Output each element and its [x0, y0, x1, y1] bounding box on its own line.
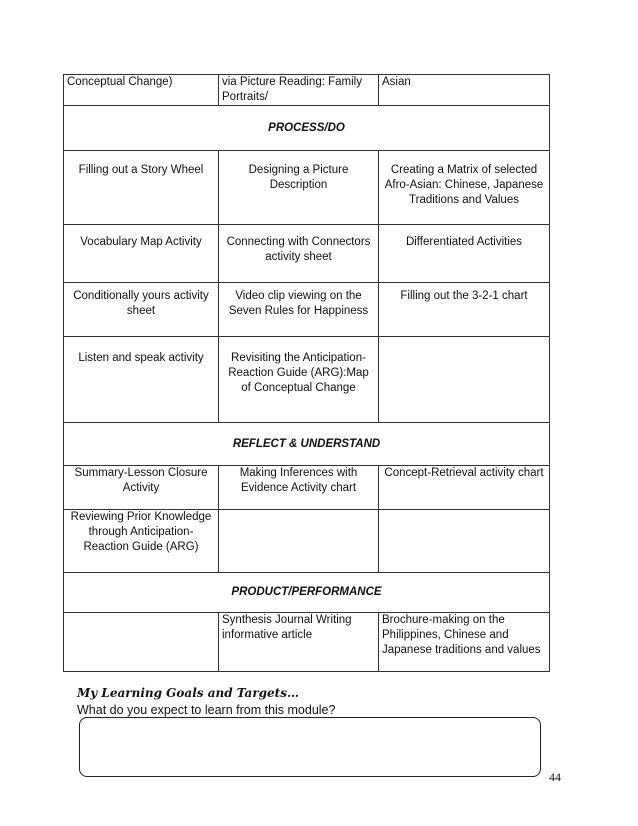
page-number: 44 — [549, 770, 561, 784]
table-row — [64, 337, 550, 423]
table-cell: Vocabulary Map Activity — [64, 225, 219, 283]
table-cell: Connecting with Connectors activity sheet — [219, 225, 379, 283]
table-cell — [219, 510, 379, 573]
table-cell: Filling out the 3-2-1 chart — [379, 283, 550, 337]
table-cell: Reviewing Prior Knowledge through Anticipation-Reaction Guide (ARG) — [64, 510, 219, 573]
table-cell: Revisiting the Anticipation-Reaction Guide (ARG):Map of Conceptual Change — [219, 337, 379, 423]
table-row — [64, 225, 550, 283]
answer-box[interactable] — [79, 717, 541, 777]
table-cell: Conceptual Change) — [64, 75, 219, 106]
table-cell: Conditionally yours activity sheet — [64, 283, 219, 337]
table-cell — [64, 613, 219, 672]
table-cell: Brochure-making on the Philippines, Chinese and Japanese traditions and values — [379, 613, 550, 672]
learning-goals-question: What do you expect to learn from this module? — [77, 703, 336, 717]
table-cell: Filling out a Story Wheel — [64, 151, 219, 225]
section-row-product — [64, 573, 550, 613]
learning-goals-title: My Learning Goals and Targets… — [77, 686, 299, 700]
table-row — [64, 151, 550, 225]
section-heading-reflect: REFLECT & UNDERSTAND — [64, 423, 550, 466]
table-cell: via Picture Reading: Family Portraits/ — [219, 75, 379, 106]
table-row — [64, 283, 550, 337]
section-row-reflect — [64, 423, 550, 466]
section-heading-product: PRODUCT/PERFORMANCE — [64, 573, 550, 613]
table-cell: Designing a Picture Description — [219, 151, 379, 225]
table-cell: Summary-Lesson Closure Activity — [64, 466, 219, 510]
table-cell: Listen and speak activity — [64, 337, 219, 423]
table-cell: Making Inferences with Evidence Activity chart — [219, 466, 379, 510]
table-row — [64, 510, 550, 573]
table-cell — [379, 510, 550, 573]
module-map-table — [63, 74, 550, 672]
table-cell: Asian — [379, 75, 550, 106]
table-row — [64, 613, 550, 672]
table-row — [64, 75, 550, 106]
table-cell: Differentiated Activities — [379, 225, 550, 283]
table-cell: Concept-Retrieval activity chart — [379, 466, 550, 510]
table-cell: Synthesis Journal Writing informative article — [219, 613, 379, 672]
table-row — [64, 466, 550, 510]
section-row-process — [64, 106, 550, 151]
table-cell: Video clip viewing on the Seven Rules for Happiness — [219, 283, 379, 337]
table-cell: Creating a Matrix of selected Afro-Asian: Chinese, Japanese Traditions and Values — [379, 151, 550, 225]
section-heading-process: PROCESS/DO — [64, 106, 550, 151]
table-cell — [379, 337, 550, 423]
